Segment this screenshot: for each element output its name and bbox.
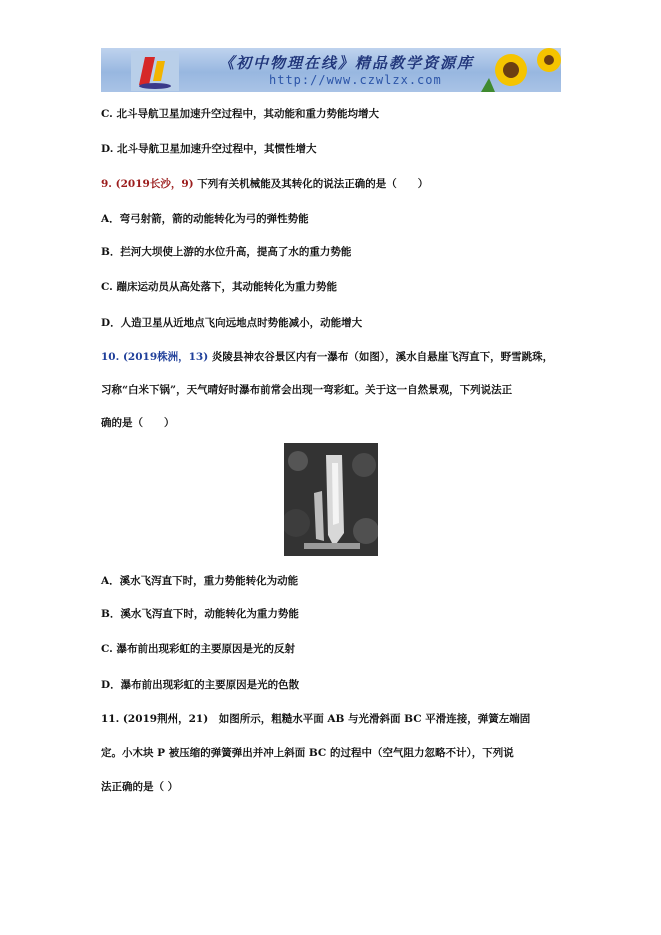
question-10-source: (2019株洲，13) xyxy=(122,351,209,363)
question-9-text: 下列有关机械能及其转化的说法正确的是（ ） xyxy=(193,178,429,190)
question-9 xyxy=(101,176,428,191)
question-9-option-d: D．人造卫星从近地点飞向远地点时势能减小，动能增大 xyxy=(101,317,363,329)
question-10-option-d: D．瀑布前出现彩虹的主要原因是光的色散 xyxy=(101,679,300,691)
question-9-number: 9. xyxy=(101,178,116,190)
question-11-text-line2: 定。小木块 P 被压缩的弹簧弹出并冲上斜面 BC 的过程中（空气阻力忽略不计），下列说 xyxy=(101,747,514,759)
waterfall-photo xyxy=(284,443,378,556)
question-10-number: 10. xyxy=(101,351,123,363)
banner-url[interactable]: http://www.czwlzx.com xyxy=(269,73,442,87)
header-banner xyxy=(101,48,561,92)
question-10-text-line1: 炎陵县神农谷景区内有一瀑布（如图），溪水自悬崖飞泻直下，野雪跳珠， xyxy=(208,351,554,363)
question-9-option-b: B．拦河大坝使上游的水位升高，提高了水的重力势能 xyxy=(101,246,352,258)
question-10-text-line2: 习称“白米下锅”，天气晴好时瀑布前常会出现一弯彩虹。关于这一自然景观，下列说法正 xyxy=(101,384,513,396)
question-9-option-c: C. 蹦床运动员从高处落下，其动能转化为重力势能 xyxy=(101,281,337,293)
option-d-satellite: D. 北斗导航卫星加速升空过程中，其惯性增大 xyxy=(101,143,317,155)
site-logo-icon xyxy=(131,51,179,91)
question-9-source: (2019长沙，9) xyxy=(115,178,194,190)
question-10-option-c: C. 瀑布前出现彩虹的主要原因是光的反射 xyxy=(101,643,295,655)
question-11-text-line1: 11. (2019荆州，21) 如图所示，粗糙水平面 AB 与光滑斜面 BC 平滑连接，弹簧左端固 xyxy=(101,713,531,725)
question-10-option-b: B．溪水飞泻直下时，动能转化为重力势能 xyxy=(101,608,299,620)
question-10 xyxy=(101,349,553,364)
question-10-text-line3: 确的是（ ） xyxy=(101,417,175,429)
sunflower-icon xyxy=(471,48,561,92)
question-9-option-a: A．弯弓射箭，箭的动能转化为弓的弹性势能 xyxy=(101,213,309,225)
banner-title: 《初中物理在线》精品教学资源库 xyxy=(219,54,475,72)
option-c-satellite: C. 北斗导航卫星加速升空过程中，其动能和重力势能均增大 xyxy=(101,108,379,120)
question-10-option-a: A．溪水飞泻直下时，重力势能转化为动能 xyxy=(101,575,299,587)
question-11-text-line3: 法正确的是（ ） xyxy=(101,781,179,793)
